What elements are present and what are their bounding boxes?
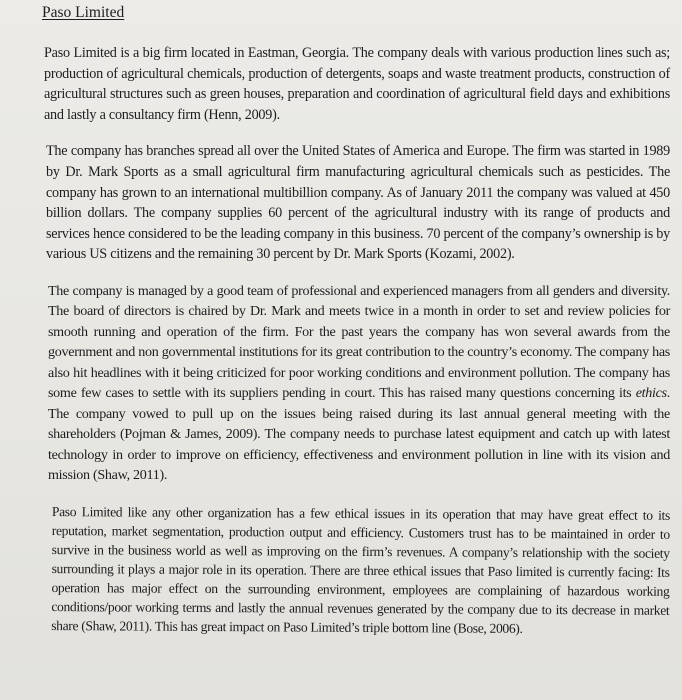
- paragraph-company-history: The company has branches spread all over the United States of America and Europe. The firm was started in 1989 by Dr. Mark Sports as a small agricultural firm manufacturing agricultural chemicals such as pesticides. The company has grown to an international multibillion company. As of January 2011 the company was valued at 450 billion dollars. The company supplies 60 percent of the agricultural industry with its range of products and services hence considered to be the leading company in this business. 70 percent of the company’s ownership is by various US citizens and the remaining 30 percent by Dr. Mark Sports (Kozami, 2002).: [46, 143, 670, 263]
- paragraph-company-overview: Paso Limited is a big firm located in Eastman, Georgia. The company deals with various production lines such as; production of agricultural chemicals, production of detergents, soaps and waste treatment products, construction of agricultural structures such as green houses, preparation and coordination of agricultural field days and exhibitions and lastly a consultancy firm (Henn, 2009).: [44, 45, 670, 123]
- paragraph-management-text-a: The company is managed by a good team of professional and experienced managers from all genders and diversity. The board of directors is chaired by Dr. Mark and meets twice in a month in order to set and review policies for smooth running and operation of the firm. For the past years the company has won several awards from the government and non governmental institutions for its great contribution to the country’s economy. The company has also hit headlines with it being criticized for poor working conditions and environment pollution. The company has some few cases to settle with its suppliers pending in court. This has raised many questions concerning its: [48, 282, 670, 402]
- paragraph-ethical-issues: Paso Limited like any other organization has a few ethical issues in its operation that may have great effect to its reputation, market segmentation, production output and efficiency. Customers trust has to be maintained in order to survive in the business world as well as improving on the firm’s revenues. A company’s relationship with the society surrounding it plays a major role in its operation. There are three ethical issues that Paso limited is currently facing: Its operation has major effect on the surrounding environment, employees are complaining of hazardous working conditions/poor working terms and lastly the annual revenues generated by the company due to its decrease in market share (Shaw, 2011). This has great impact on Paso Limited’s triple bottom line (Bose, 2006).: [51, 503, 670, 636]
- document-title: Paso Limited: [42, 4, 125, 21]
- paragraph-management: [42, 281, 670, 486]
- paragraph-management-text-b: . The company vowed to pull up on the issues being raised during its last annual general meeting with the shareholders (Pojman & James, 2009). The company needs to purchase latest equipment and catch up with latest technology in order to improve on efficiency, effectiveness and environment pollution in line with its vision and mission (Shaw, 2011).: [48, 385, 670, 484]
- ethics-emphasis: ethics: [635, 385, 667, 402]
